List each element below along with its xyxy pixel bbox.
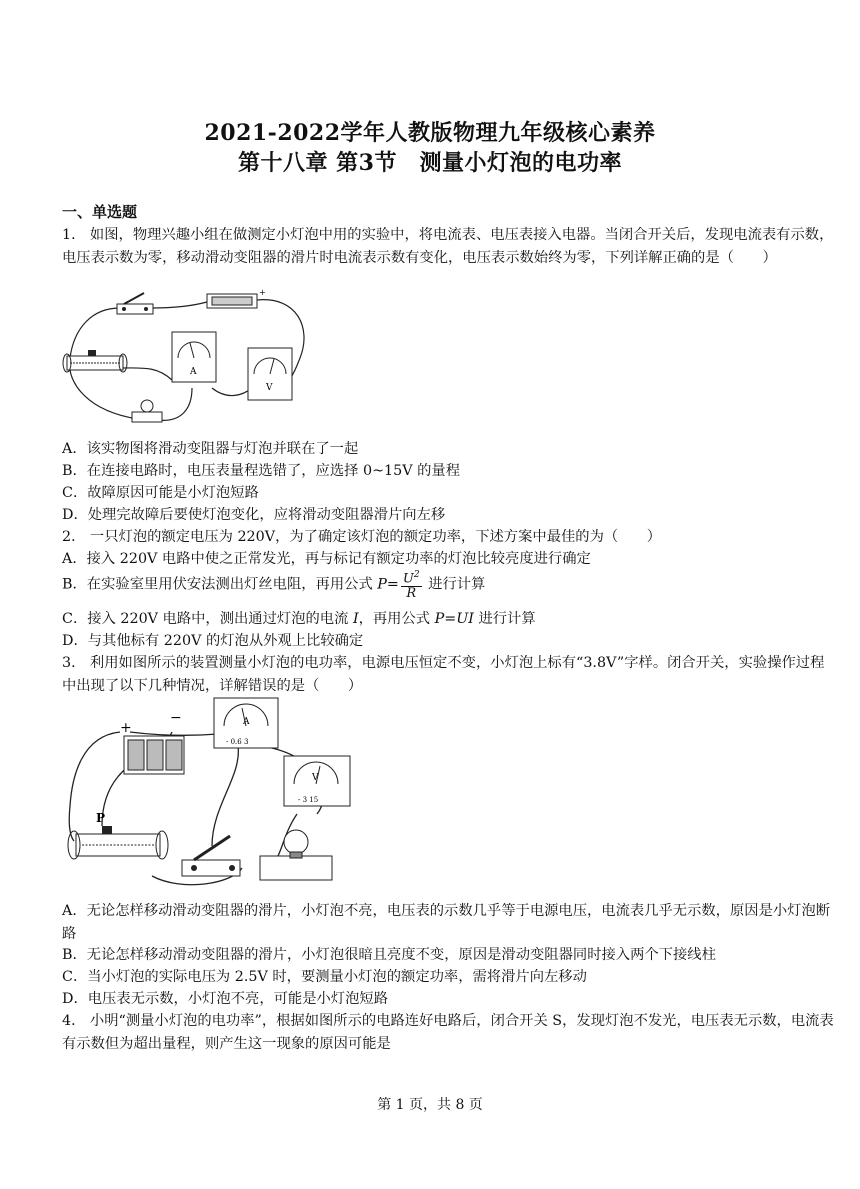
question-1-option-a: A．该实物图将滑动变阻器与灯泡并联在了一起: [62, 441, 359, 457]
lamp-1: [132, 400, 162, 422]
slider-p-label: P: [96, 811, 106, 825]
battery-1: [207, 288, 266, 308]
formula-p-ui: P=UI: [434, 611, 474, 627]
fraction-exponent: 2: [413, 570, 420, 580]
formula-equals: =: [386, 576, 399, 593]
battery-plus-label: +: [259, 288, 266, 297]
question-3-stem: 3． 利用如图所示的装置测量小灯泡的电功率，电源电压恒定不变，小灯泡上标有“3.8V”字样。闭合开关，实验操作过程中出现了以下几种情况，详解错误的是（ ）: [62, 655, 825, 694]
fraction-denominator: R: [406, 586, 417, 602]
question-2-option-a: A．接入 220V 电路中使之正常发光，再与标记有额定功率的灯泡比较亮度进行确定: [62, 551, 591, 567]
question-1-option-d: D．处理完故障后要使灯泡变化，应将滑动变阻器滑片向左移: [62, 507, 446, 523]
question-1-option-c: C．故障原因可能是小灯泡短路: [62, 485, 259, 501]
circuit-figure-1: [62, 288, 312, 436]
ammeter-1-label: A: [190, 367, 197, 377]
question-3-option-d: D．电压表无示数，小灯泡不亮，可能是小灯泡短路: [62, 991, 388, 1007]
voltmeter-3: [284, 756, 350, 806]
document-title-line1: 2021-2022学年人教版物理九年级核心素养: [204, 120, 656, 146]
circuit-figure-3: [62, 696, 362, 896]
ammeter-3-label: A: [243, 717, 250, 727]
question-3-option-b: B．无论怎样移动滑动变阻器的滑片，小灯泡很暗且亮度不变，原因是滑动变阻器同时接入两个下接线柱: [62, 947, 716, 963]
question-3-option-a: A．无论怎样移动滑动变阻器的滑片，小灯泡不亮，电压表的示数几乎等于电源电压，电流表几乎无示数，原因是小灯泡断路: [62, 903, 831, 942]
ammeter-3: [214, 698, 278, 748]
battery-3: [120, 710, 184, 774]
battery-minus-label: −: [170, 710, 182, 726]
page-footer: 第 1 页，共 8 页: [377, 1097, 483, 1113]
rheostat-3: [68, 811, 168, 859]
question-2-option-d: D．与其他标有 220V 的灯泡从外观上比较确定: [62, 633, 364, 649]
switch-1: [117, 293, 153, 314]
question-4-stem: 4． 小明“测量小灯泡的电功率”，根据如图所示的电路连好电路后，闭合开关 S，发现灯泡不发光，电压表无示数，电流表有示数但为超出量程，则产生这一现象的原因可能是: [62, 1013, 834, 1052]
question-2-option-c-text: C．接入 220V 电路中，测出通过灯泡的电流: [62, 611, 353, 627]
document-title-line2: 第十八章 第3节 测量小灯泡的电功率: [238, 150, 622, 176]
question-2-option-c: [62, 608, 834, 631]
question-2-option-b: [62, 568, 834, 608]
voltmeter-3-scale: - 3 15: [298, 796, 319, 804]
question-2-option-b-tail: 进行计算: [423, 576, 486, 593]
fraction-numerator-u: U: [402, 571, 414, 587]
question-2-option-c-tail: 进行计算: [473, 611, 536, 627]
ammeter-3-scale: - 0.6 3: [226, 738, 249, 746]
voltmeter-1: [248, 348, 292, 400]
question-2-option-b-text: B．在实验室里用伏安法测出灯丝电阻，再用公式: [62, 576, 378, 593]
section-heading: 一、单选题: [62, 203, 138, 221]
switch-3: [182, 836, 240, 876]
voltmeter-1-label: V: [266, 383, 273, 393]
current-symbol: I: [352, 611, 359, 627]
fraction-numerator: [401, 568, 422, 587]
voltmeter-3-label: V: [312, 773, 319, 783]
question-1-option-b: B．在连接电路时，电压表量程选错了，应选择 0~15V 的量程: [62, 463, 461, 479]
lamp-3: [260, 830, 332, 880]
formula-fraction: [401, 568, 422, 601]
question-3-option-c: C．当小灯泡的实际电压为 2.5V 时，要测量小灯泡的额定功率，需将滑片向左移动: [62, 969, 587, 985]
question-2-stem: 2． 一只灯泡的额定电压为 220V，为了确定该灯泡的额定功率，下述方案中最佳的为（ ）: [62, 529, 662, 545]
question-2-option-c-mid: ，再用公式: [358, 611, 435, 627]
ammeter-1: [172, 332, 216, 382]
formula-power-symbol: P: [377, 576, 387, 593]
question-1-stem: 1． 如图，物理兴趣小组在做测定小灯泡中用的实验中，将电流表、电压表接入电器。当闭合开关后，发现电流表有示数，电压表示数为零，移动滑动变阻器的滑片时电流表示数有变化，电压表示数始终为零，下列详解正确的是（ ）: [62, 227, 834, 266]
battery-plus-label: +: [120, 720, 132, 736]
rheostat-1: [63, 350, 127, 372]
